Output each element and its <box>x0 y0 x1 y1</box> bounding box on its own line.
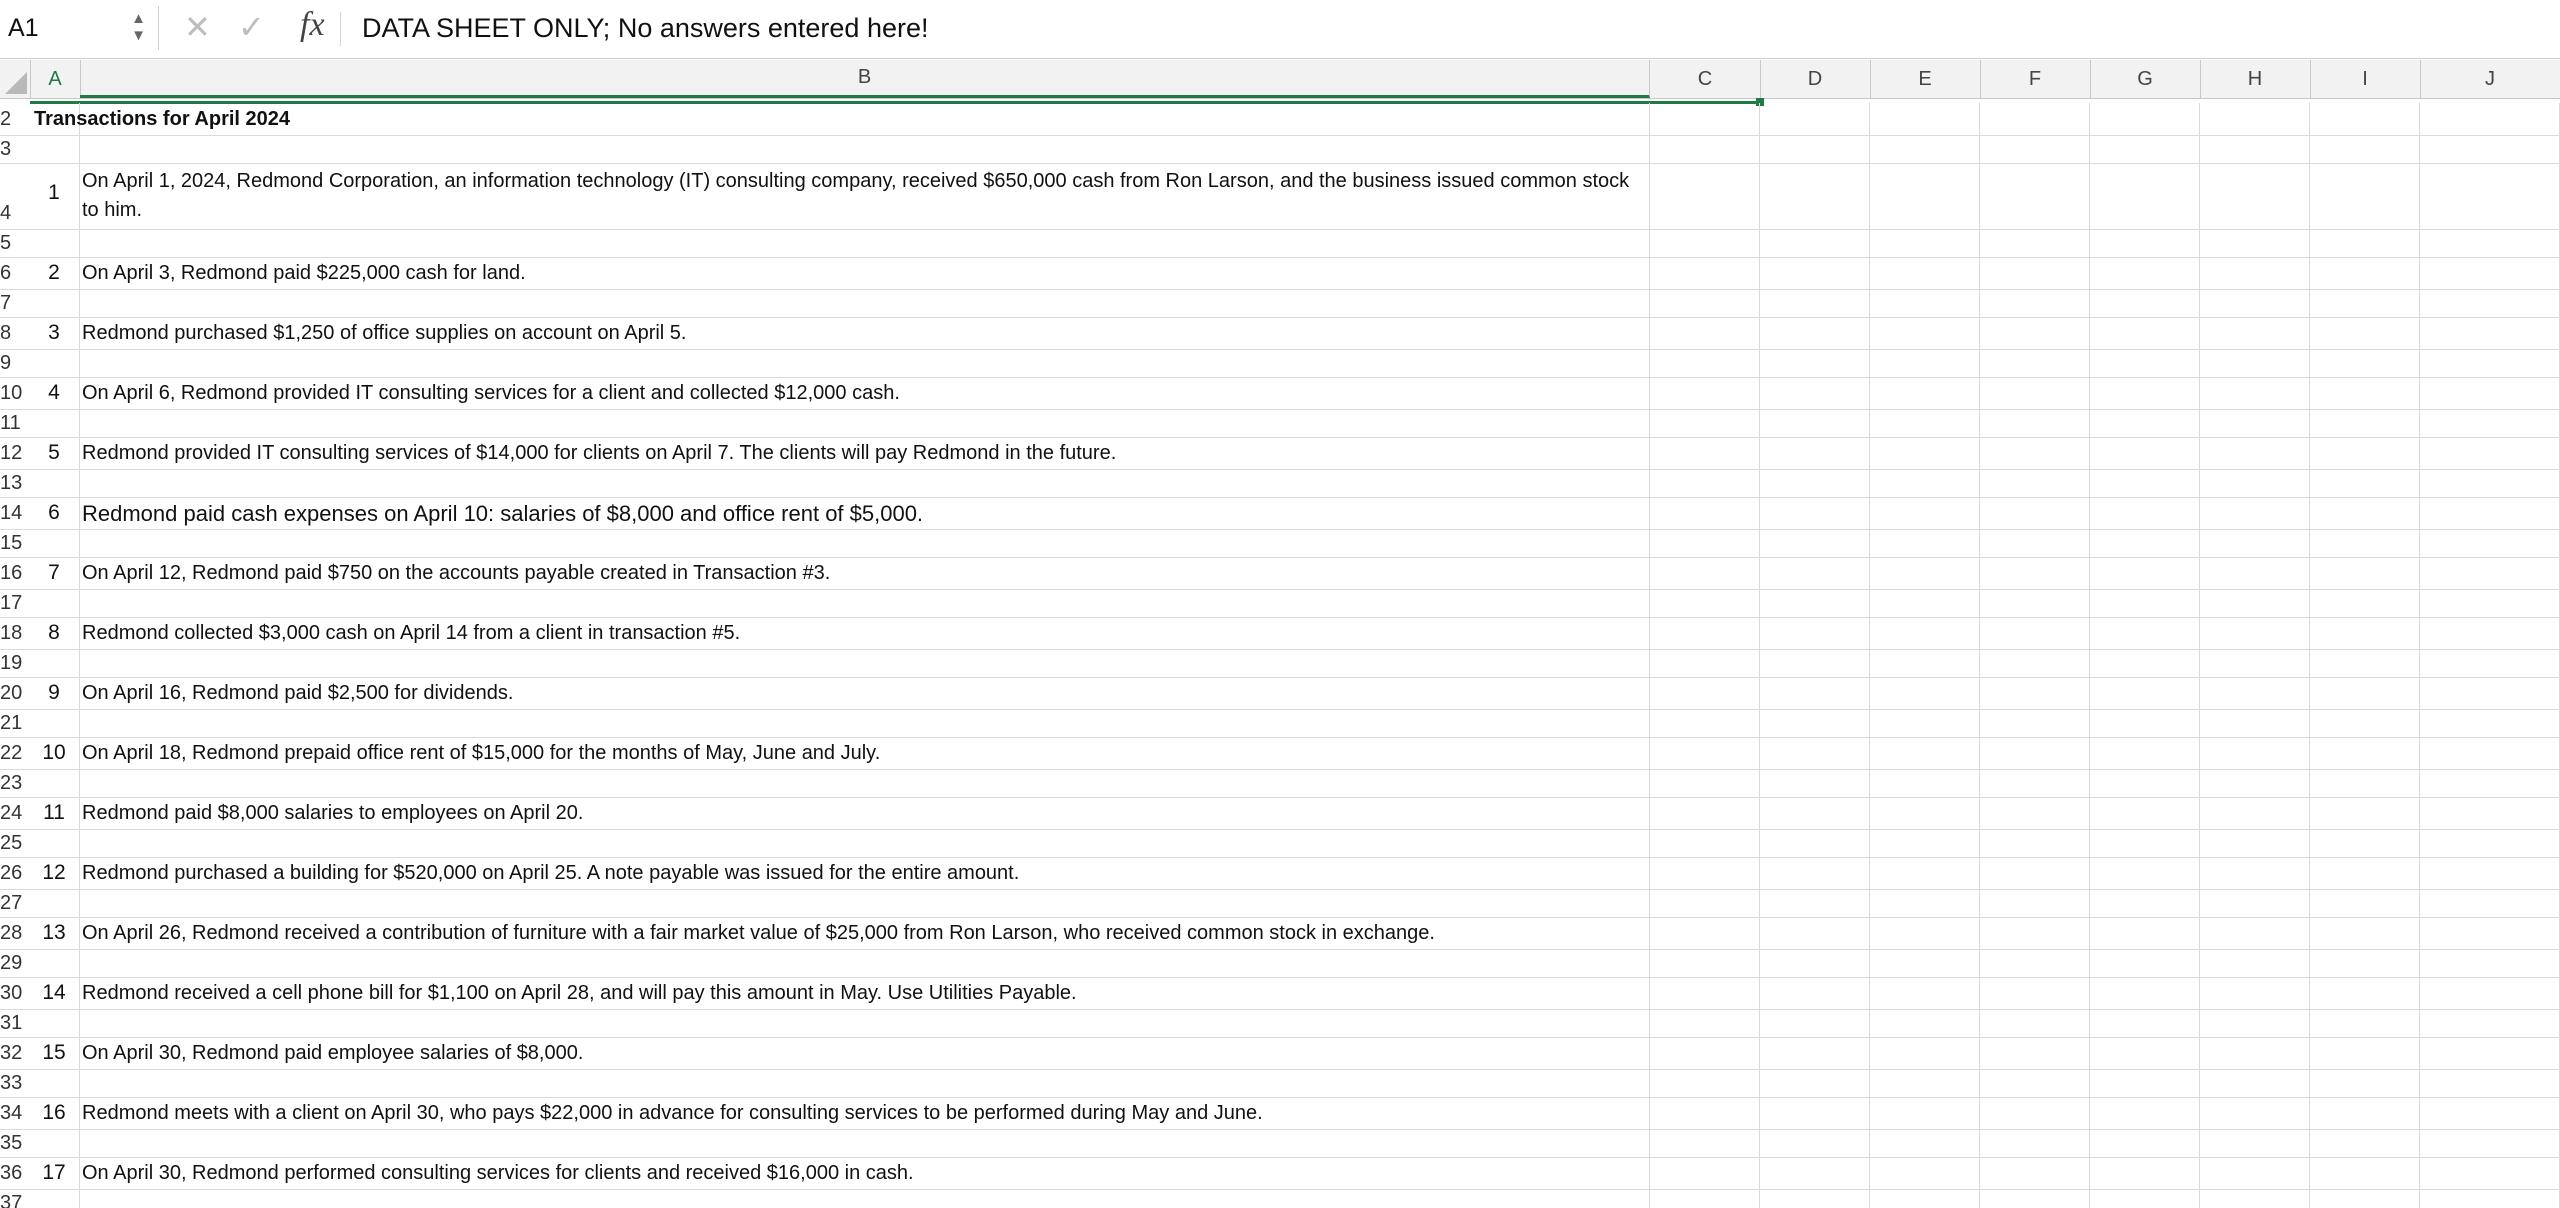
row-header[interactable]: 31 <box>0 1011 23 1034</box>
transaction-description[interactable]: Redmond purchased a building for $520,000 on April 25. A note payable was issued for the entire amount. <box>82 861 1020 884</box>
row-header[interactable]: 34 <box>0 1101 23 1124</box>
row-header[interactable]: 13 <box>0 471 23 494</box>
grid <box>0 103 2560 1208</box>
row-header[interactable]: 33 <box>0 1071 23 1094</box>
row-header[interactable]: 4 <box>0 202 12 224</box>
row-header[interactable]: 15 <box>0 531 23 554</box>
transaction-number[interactable]: 1 <box>48 181 60 204</box>
column-header-d[interactable]: D <box>1760 60 1871 98</box>
transaction-description[interactable]: Redmond purchased $1,250 of office supplies on account on April 5. <box>82 321 687 344</box>
transaction-number[interactable]: 10 <box>42 741 66 764</box>
row-header[interactable]: 19 <box>0 651 23 674</box>
transaction-description[interactable]: On April 12, Redmond paid $750 on the accounts payable created in Transaction #3. <box>82 561 831 584</box>
column-header-row <box>0 60 2560 99</box>
row-header[interactable]: 26 <box>0 861 23 884</box>
transaction-number[interactable]: 11 <box>43 801 65 824</box>
row-header[interactable]: 20 <box>0 681 23 704</box>
transaction-number[interactable]: 9 <box>48 681 60 704</box>
transaction-description[interactable]: On April 30, Redmond performed consulting services for clients and received $16,000 in cash. <box>82 1161 914 1184</box>
close-icon[interactable]: ✕ <box>184 9 211 45</box>
row-header[interactable]: 11 <box>0 411 21 434</box>
name-box-stepper-icon[interactable]: ▲ ▼ <box>131 10 146 44</box>
row-header[interactable]: 9 <box>0 351 12 374</box>
formula-bar <box>0 0 2560 59</box>
row-header[interactable]: 17 <box>0 591 23 614</box>
transaction-description[interactable]: On April 18, Redmond prepaid office rent of $15,000 for the months of May, June and July. <box>82 741 881 764</box>
column-header-h[interactable]: H <box>2200 60 2311 98</box>
row-header[interactable]: 27 <box>0 891 23 914</box>
column-header-j[interactable]: J <box>2420 60 2560 98</box>
row-header[interactable]: 10 <box>0 381 23 404</box>
name-box[interactable] <box>0 6 159 50</box>
check-icon[interactable]: ✓ <box>238 9 265 45</box>
transaction-number[interactable]: 3 <box>48 321 60 344</box>
row-header[interactable]: 22 <box>0 741 23 764</box>
row-header[interactable]: 28 <box>0 921 23 944</box>
formula-input[interactable]: DATA SHEET ONLY; No answers entered here! <box>362 13 929 43</box>
transaction-number[interactable]: 4 <box>48 381 60 404</box>
row-header[interactable]: 23 <box>0 771 23 794</box>
row-header[interactable]: 16 <box>0 561 23 584</box>
row-header[interactable]: 18 <box>0 621 23 644</box>
row-header[interactable]: 30 <box>0 981 23 1004</box>
transaction-description[interactable]: On April 26, Redmond received a contribution of furniture with a fair market value of $25,000 from Ron Larson, who received common stock in exchange. <box>82 921 1435 944</box>
transaction-number[interactable]: 7 <box>48 561 60 584</box>
transaction-number[interactable]: 6 <box>48 501 60 524</box>
function-icon[interactable]: fx <box>300 6 325 43</box>
transaction-number[interactable]: 2 <box>48 261 60 284</box>
row-header[interactable]: 24 <box>0 801 23 824</box>
row-header[interactable]: 7 <box>0 291 12 314</box>
transaction-number[interactable]: 17 <box>42 1161 66 1184</box>
transaction-number[interactable]: 8 <box>48 621 60 644</box>
row-header[interactable]: 3 <box>0 137 12 160</box>
select-all-corner[interactable] <box>0 60 31 98</box>
row-header[interactable]: 21 <box>0 711 23 734</box>
row-header[interactable]: 25 <box>0 831 23 854</box>
transaction-description[interactable]: On April 3, Redmond paid $225,000 cash for land. <box>82 261 526 284</box>
column-header-e[interactable]: E <box>1870 60 1981 98</box>
transaction-number[interactable]: 13 <box>42 921 66 944</box>
row-header[interactable]: 36 <box>0 1161 23 1184</box>
transaction-number[interactable]: 16 <box>42 1101 66 1124</box>
transaction-number[interactable]: 14 <box>42 981 66 1004</box>
column-header-c[interactable]: C <box>1650 60 1761 98</box>
transaction-description[interactable]: Redmond paid cash expenses on April 10: salaries of $8,000 and office rent of $5,000. <box>82 500 924 526</box>
column-header-b[interactable]: B <box>80 60 1650 98</box>
transaction-number[interactable]: 15 <box>42 1041 66 1064</box>
select-all-icon <box>5 72 27 94</box>
row-header[interactable]: 37 <box>0 1191 23 1208</box>
row-header[interactable]: 12 <box>0 441 23 464</box>
column-header-a[interactable]: A <box>30 60 81 98</box>
row-header[interactable]: 35 <box>0 1131 23 1154</box>
column-header-g[interactable]: G <box>2090 60 2201 98</box>
transaction-description[interactable]: Redmond provided IT consulting services of $14,000 for clients on April 7. The clients will pay Redmond in the future. <box>82 441 1117 464</box>
transaction-number[interactable]: 12 <box>42 861 66 884</box>
row-header[interactable]: 32 <box>0 1041 23 1064</box>
row-header[interactable]: 6 <box>0 261 12 284</box>
transaction-description[interactable]: Redmond received a cell phone bill for $1,100 on April 28, and will pay this amount in May. Use Utilities Payable. <box>82 981 1077 1004</box>
sheet-title[interactable]: Transactions for April 2024 <box>34 107 291 130</box>
formula-bar-divider <box>340 12 341 46</box>
transaction-number[interactable]: 5 <box>48 441 60 464</box>
row-header[interactable]: 29 <box>0 951 23 974</box>
transaction-description[interactable]: Redmond paid $8,000 salaries to employees on April 20. <box>82 801 584 824</box>
column-header-f[interactable]: F <box>1980 60 2091 98</box>
transaction-description[interactable]: Redmond collected $3,000 cash on April 14 from a client in transaction #5. <box>82 621 741 644</box>
name-box-value: A1 <box>8 13 39 42</box>
row-header[interactable]: 14 <box>0 501 23 524</box>
column-header-i[interactable]: I <box>2310 60 2421 98</box>
transaction-description[interactable]: On April 30, Redmond paid employee salaries of $8,000. <box>82 1041 584 1064</box>
row-header[interactable]: 5 <box>0 231 12 254</box>
row-header[interactable]: 8 <box>0 321 12 344</box>
transaction-description[interactable]: Redmond meets with a client on April 30, who pays $22,000 in advance for consulting services to be performed during May and June. <box>82 1101 1263 1124</box>
transaction-description[interactable]: On April 6, Redmond provided IT consulting services for a client and collected $12,000 cash. <box>82 381 900 404</box>
row-header[interactable]: 2 <box>0 107 12 130</box>
transaction-description[interactable]: On April 1, 2024, Redmond Corporation, an information technology (IT) consulting company, received $650,000 cash from Ron Larson, and the business issued common stock to him. <box>82 170 1630 221</box>
transaction-description[interactable]: On April 16, Redmond paid $2,500 for dividends. <box>82 681 514 704</box>
